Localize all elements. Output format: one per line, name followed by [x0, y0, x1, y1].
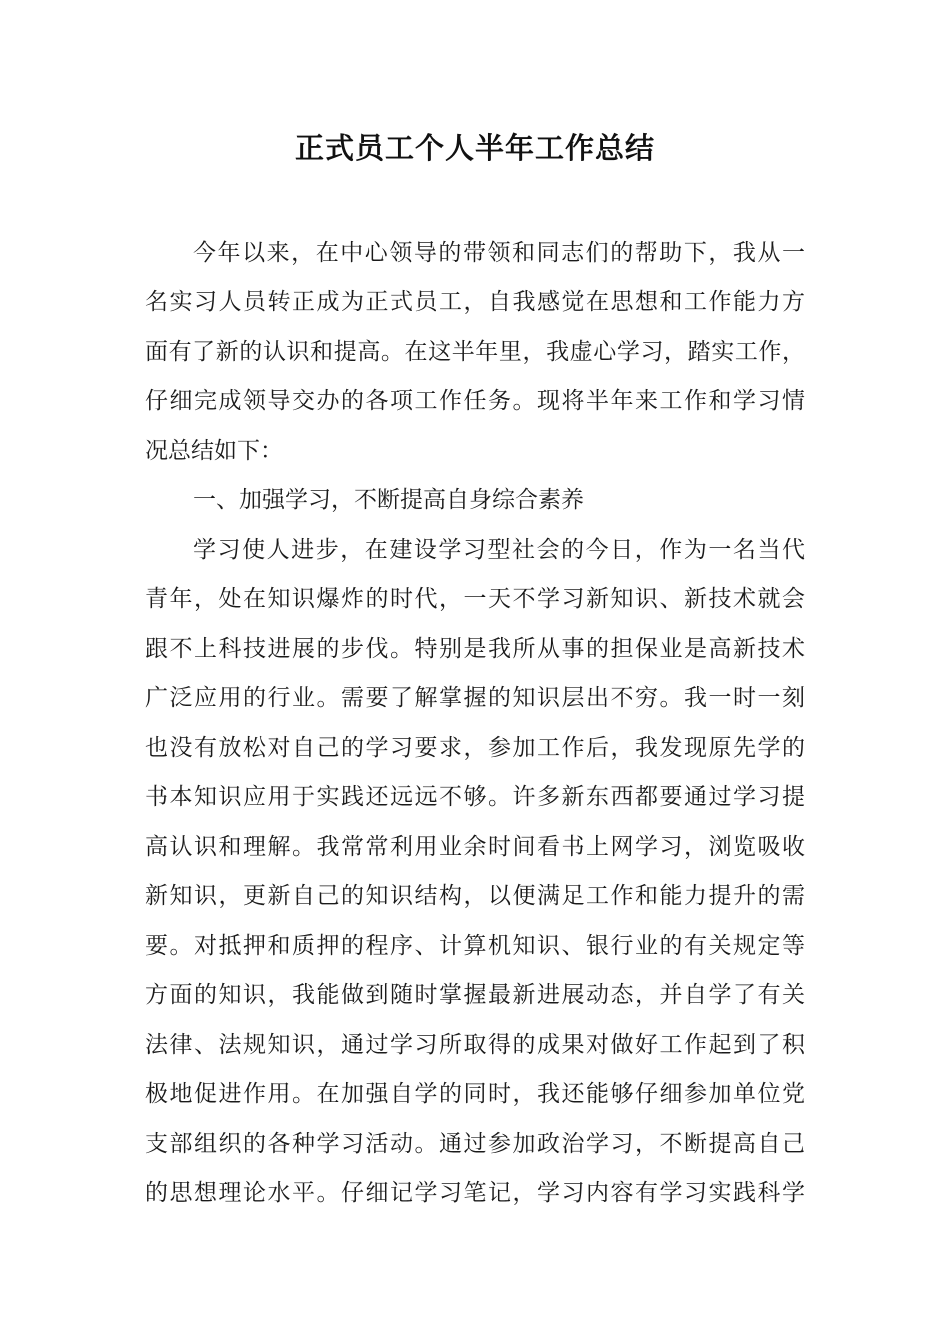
body-line: 书本知识应用于实践还远远不够。许多新东西都要通过学习提: [145, 784, 805, 810]
body-line: 法律、法规知识，通过学习所取得的成果对做好工作起到了积: [145, 1032, 805, 1058]
body-line: 青年，处在知识爆炸的时代，一天不学习新知识、新技术就会: [145, 586, 805, 612]
body-line: 况总结如下：: [145, 438, 283, 464]
body-line: 也没有放松对自己的学习要求，参加工作后，我发现原先学的: [145, 735, 805, 761]
body-line: 今年以来，在中心领导的带领和同志们的帮助下，我从一: [193, 240, 805, 266]
document-title: 正式员工个人半年工作总结: [294, 131, 655, 165]
body-line: 学习使人进步，在建设学习型社会的今日，作为一名当代: [193, 537, 805, 563]
body-line: 极地促进作用。在加强自学的同时，我还能够仔细参加单位党: [145, 1081, 805, 1107]
body-line: 跟不上科技进展的步伐。特别是我所从事的担保业是高新技术: [145, 636, 805, 662]
body-line: 高认识和理解。我常常利用业余时间看书上网学习，浏览吸收: [145, 834, 805, 860]
body-line: 广泛应用的行业。需要了解掌握的知识层出不穷。我一时一刻: [145, 685, 805, 711]
body-line: 支部组织的各种学习活动。通过参加政治学习，不断提高自己: [145, 1131, 805, 1157]
body-line: 新知识，更新自己的知识结构，以便满足工作和能力提升的需: [145, 883, 805, 909]
body-line: 要。对抵押和质押的程序、计算机知识、银行业的有关规定等: [145, 933, 805, 959]
body-line: 面有了新的认识和提高。在这半年里，我虚心学习，踏实工作，: [145, 339, 805, 365]
body-line: 名实习人员转正成为正式员工，自我感觉在思想和工作能力方: [145, 289, 805, 315]
body-line: 的思想理论水平。仔细记学习笔记，学习内容有学习实践科学: [145, 1180, 805, 1206]
section-heading: 一、加强学习，不断提高自身综合素养: [193, 487, 584, 513]
body-line: 仔细完成领导交办的各项工作任务。现将半年来工作和学习情: [145, 388, 805, 414]
body-line: 方面的知识，我能做到随时掌握最新进展动态，并自学了有关: [145, 982, 805, 1008]
